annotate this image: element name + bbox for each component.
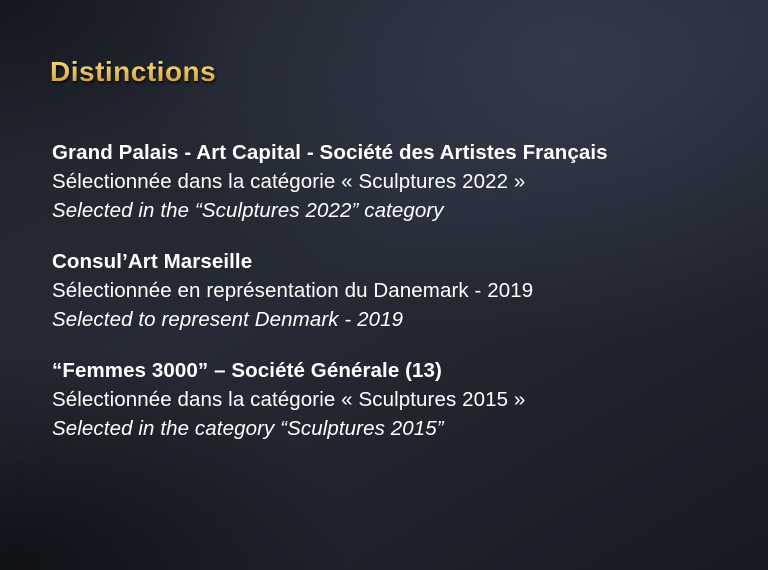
distinction-detail-french: Sélectionnée en représentation du Danemark - 2019 xyxy=(52,279,534,302)
distinction-item xyxy=(52,138,608,225)
distinction-heading: Grand Palais - Art Capital - Société des Artistes Français xyxy=(52,141,608,164)
page-title: Distinctions xyxy=(50,56,217,87)
distinction-heading: “Femmes 3000” – Société Générale (13) xyxy=(52,359,442,382)
distinction-detail-french: Sélectionnée dans la catégorie « Sculptures 2015 » xyxy=(52,388,526,411)
distinction-detail-english: Selected in the “Sculptures 2022” category xyxy=(52,199,444,222)
distinction-detail-english: Selected to represent Denmark - 2019 xyxy=(52,308,404,331)
distinctions-list xyxy=(52,138,608,465)
distinction-detail-french: Sélectionnée dans la catégorie « Sculptures 2022 » xyxy=(52,170,526,193)
distinction-detail-english: Selected in the category “Sculptures 2015” xyxy=(52,417,444,440)
distinction-heading: Consul’Art Marseille xyxy=(52,250,253,273)
distinction-item xyxy=(52,247,608,334)
distinction-item xyxy=(52,356,608,443)
